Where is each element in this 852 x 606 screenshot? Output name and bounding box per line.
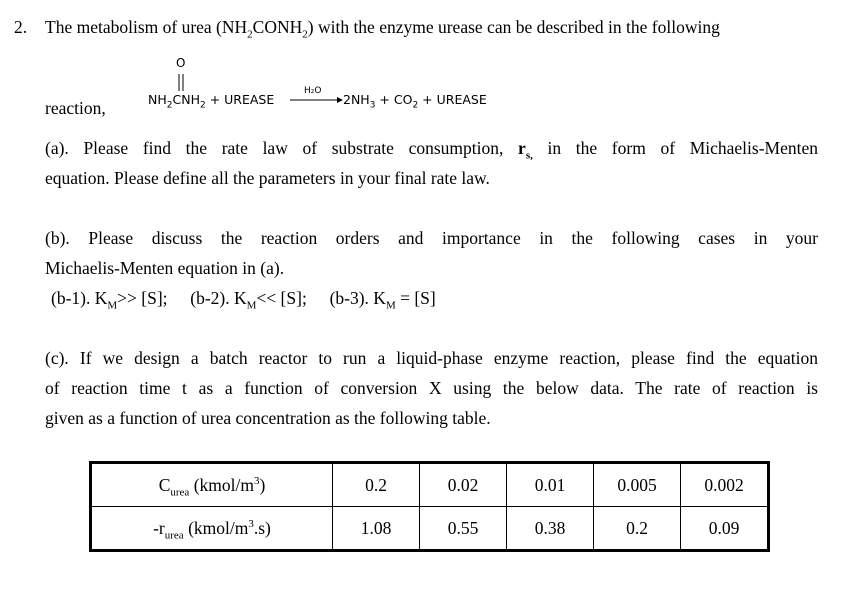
reaction-arrow-icon [290, 96, 344, 104]
question-intro-continued: reaction, [45, 98, 106, 118]
table-cell: 0.02 [420, 463, 507, 507]
part-c-line1: (c). If we design a batch reactor to run a liquid-phase enzyme reaction, please find the equation [45, 348, 818, 368]
row-header-concentration: $C_{urea}$ $(kmol/m^3)$ [91, 463, 333, 507]
double-bond-icon [176, 72, 186, 92]
row-header-rate: $-r_{urea}$ $(kmol/m^3.s)$ [91, 507, 333, 551]
case-b1: (b-1). $K_M>> [S]$; [51, 288, 168, 312]
case-b3: (b-3). $K_M = [S]$ [329, 288, 436, 312]
table-row [91, 463, 769, 507]
table-cell: 0.2 [594, 507, 681, 551]
part-b-cases [51, 287, 436, 312]
part-a-line1: (a). Please find the rate law of substrate consumption, $r_{s,}$ in the form of Michaelis-Menten [45, 138, 818, 162]
table-cell: 0.55 [420, 507, 507, 551]
urea-rate-table [89, 461, 770, 552]
table-cell: 0.38 [507, 507, 594, 551]
part-c-line3: given as a function of urea concentration as the following table. [45, 408, 491, 428]
table-cell: 0.09 [681, 507, 769, 551]
table-cell: 0.005 [594, 463, 681, 507]
table-row [91, 507, 769, 551]
part-c-line2: of reaction time t as a function of conversion X using the below data. The rate of reaction is [45, 378, 818, 398]
case-b2: (b-2). $K_M<< [S]$; [190, 288, 307, 312]
reactants: $NH_2CNH_2$ + UREASE [148, 92, 275, 111]
table-cell: 0.002 [681, 463, 769, 507]
part-b-line2: Michaelis-Menten equation in (a). [45, 258, 285, 278]
part-a-line2: equation. Please define all the parameters in your final rate law. [45, 168, 490, 188]
products: $2NH_3 + CO_2$ + UREASE [343, 92, 487, 111]
question-intro: The metabolism of urea $(NH_2CONH_2)$ with the enzyme urease can be described in the following [45, 17, 720, 41]
carbonyl-oxygen: O [176, 56, 186, 70]
table-cell: 1.08 [333, 507, 420, 551]
question-number: 2. [14, 17, 28, 37]
arrow-condition: H₂O [304, 86, 322, 96]
table-cell: 0.2 [333, 463, 420, 507]
part-b-line1: (b). Please discuss the reaction orders and importance in the following cases in your [45, 228, 818, 248]
table-cell: 0.01 [507, 463, 594, 507]
